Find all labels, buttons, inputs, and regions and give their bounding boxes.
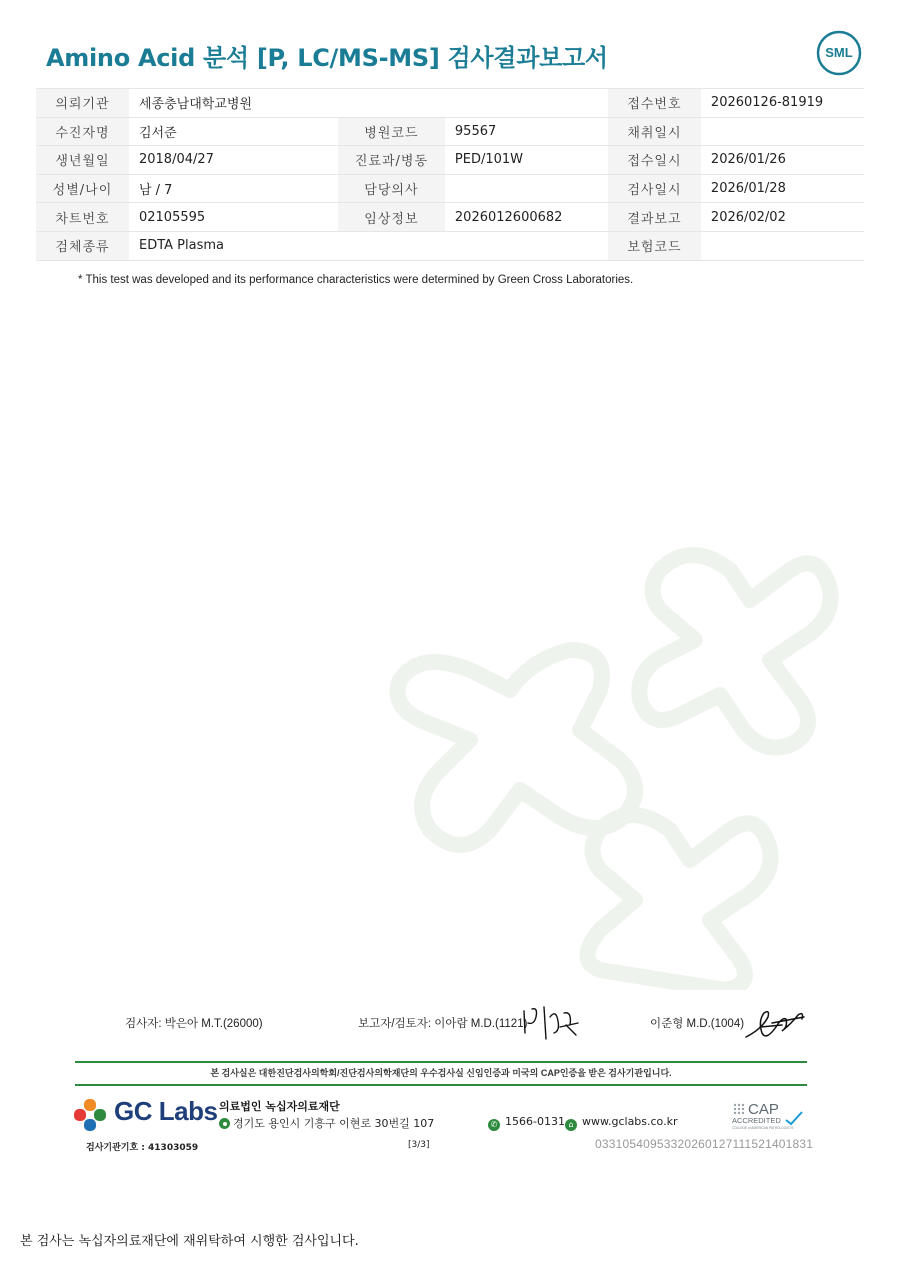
phone-block xyxy=(488,1115,565,1131)
tester-signature-label: 검사자: 박은아 M.T.(26000) xyxy=(125,1018,263,1030)
institution-number: 검사기관기호 : 41303059 xyxy=(86,1143,199,1153)
phone-number: 1566-0131 xyxy=(505,1115,565,1128)
receipt-date: 2026/01/26 xyxy=(701,146,864,175)
collection-datetime xyxy=(701,117,864,146)
info-label: 담당의사 xyxy=(338,174,445,203)
info-row xyxy=(36,146,864,175)
info-label: 채취일시 xyxy=(608,117,701,146)
info-label: 검체종류 xyxy=(36,231,129,260)
info-label: 성별/나이 xyxy=(36,174,129,203)
reporter-signature-label: 보고자/검토자: 이아람 M.D.(1121) xyxy=(358,1018,528,1030)
info-row xyxy=(36,89,864,118)
info-row xyxy=(36,231,864,260)
requesting-institution: 세종충남대학교병원 xyxy=(129,89,608,118)
sml-logo-text: SML xyxy=(825,45,853,60)
specimen-type: EDTA Plasma xyxy=(129,231,608,260)
address-block xyxy=(219,1115,434,1131)
director-signature xyxy=(742,1003,808,1045)
cap-small: COLLEGE of AMERICAN PATHOLOGISTS xyxy=(732,1126,794,1130)
disclaimer-note: * This test was developed and its performance characteristics were determined by Green Cross Laboratories. xyxy=(78,274,634,286)
phone-icon: ✆ xyxy=(488,1119,500,1131)
website-block xyxy=(565,1115,678,1131)
director-signature-label: 이준형 M.D.(1004) xyxy=(650,1018,745,1030)
department-ward: PED/101W xyxy=(445,146,608,175)
report-title: Amino Acid 분석 [P, LC/MS-MS] 검사결과보고서 xyxy=(46,44,608,72)
test-date: 2026/01/28 xyxy=(701,174,864,203)
watermark-cross-icon xyxy=(360,530,840,990)
insurance-code xyxy=(701,231,864,260)
report-date: 2026/02/02 xyxy=(701,203,864,232)
patient-info-table xyxy=(36,88,864,261)
certification-banner: 본 검사실은 대한진단검사의학회/진단검사의학재단의 우수검사실 신임인증과 미국의 CAP인증을 받은 검사기관입니다. xyxy=(75,1061,807,1086)
info-label: 결과보고 xyxy=(608,203,701,232)
barcode-number: 03310540953320260127111521401831 xyxy=(595,1137,814,1151)
hospital-code: 95567 xyxy=(445,117,608,146)
location-pin-icon xyxy=(219,1118,230,1129)
info-row xyxy=(36,203,864,232)
page-number: [3/3] xyxy=(408,1140,430,1150)
sex-age: 남 / 7 xyxy=(129,174,338,203)
info-label: 수진자명 xyxy=(36,117,129,146)
signers-row xyxy=(0,1015,900,1055)
info-label: 검사일시 xyxy=(608,174,701,203)
reporter-signature xyxy=(520,1003,582,1043)
info-label: 보험코드 xyxy=(608,231,701,260)
home-icon: ⌂ xyxy=(565,1119,577,1131)
foundation-name: 의료법인 녹십자의료재단 xyxy=(219,1100,340,1113)
info-label: 의뢰기관 xyxy=(36,89,129,118)
cap-title: CAP xyxy=(748,1101,779,1118)
info-row xyxy=(36,174,864,203)
clinical-info: 2026012600682 xyxy=(445,203,608,232)
info-label: 진료과/병동 xyxy=(338,146,445,175)
cap-sub: ACCREDITED xyxy=(732,1116,781,1125)
receipt-number: 20260126-81919 xyxy=(701,89,864,118)
info-label: 병원코드 xyxy=(338,117,445,146)
info-label: 차트번호 xyxy=(36,203,129,232)
website-link[interactable]: www.gclabs.co.kr xyxy=(582,1115,678,1128)
birth-date: 2018/04/27 xyxy=(129,146,338,175)
cap-accredited-logo xyxy=(730,1100,806,1130)
address-text: 경기도 용인시 기흥구 이현로 30번길 107 xyxy=(233,1117,435,1130)
info-label: 생년월일 xyxy=(36,146,129,175)
gc-labs-wordmark: GC Labs xyxy=(114,1096,218,1126)
patient-name: 김서준 xyxy=(129,117,338,146)
info-label: 접수번호 xyxy=(608,89,701,118)
info-label: 임상정보 xyxy=(338,203,445,232)
outsourcing-note: 본 검사는 녹십자의료재단에 재위탁하여 시행한 검사입니다. xyxy=(20,1234,359,1249)
chart-number: 02105595 xyxy=(129,203,338,232)
sml-logo xyxy=(816,30,862,76)
attending-physician xyxy=(445,174,608,203)
info-row xyxy=(36,117,864,146)
info-label: 접수일시 xyxy=(608,146,701,175)
